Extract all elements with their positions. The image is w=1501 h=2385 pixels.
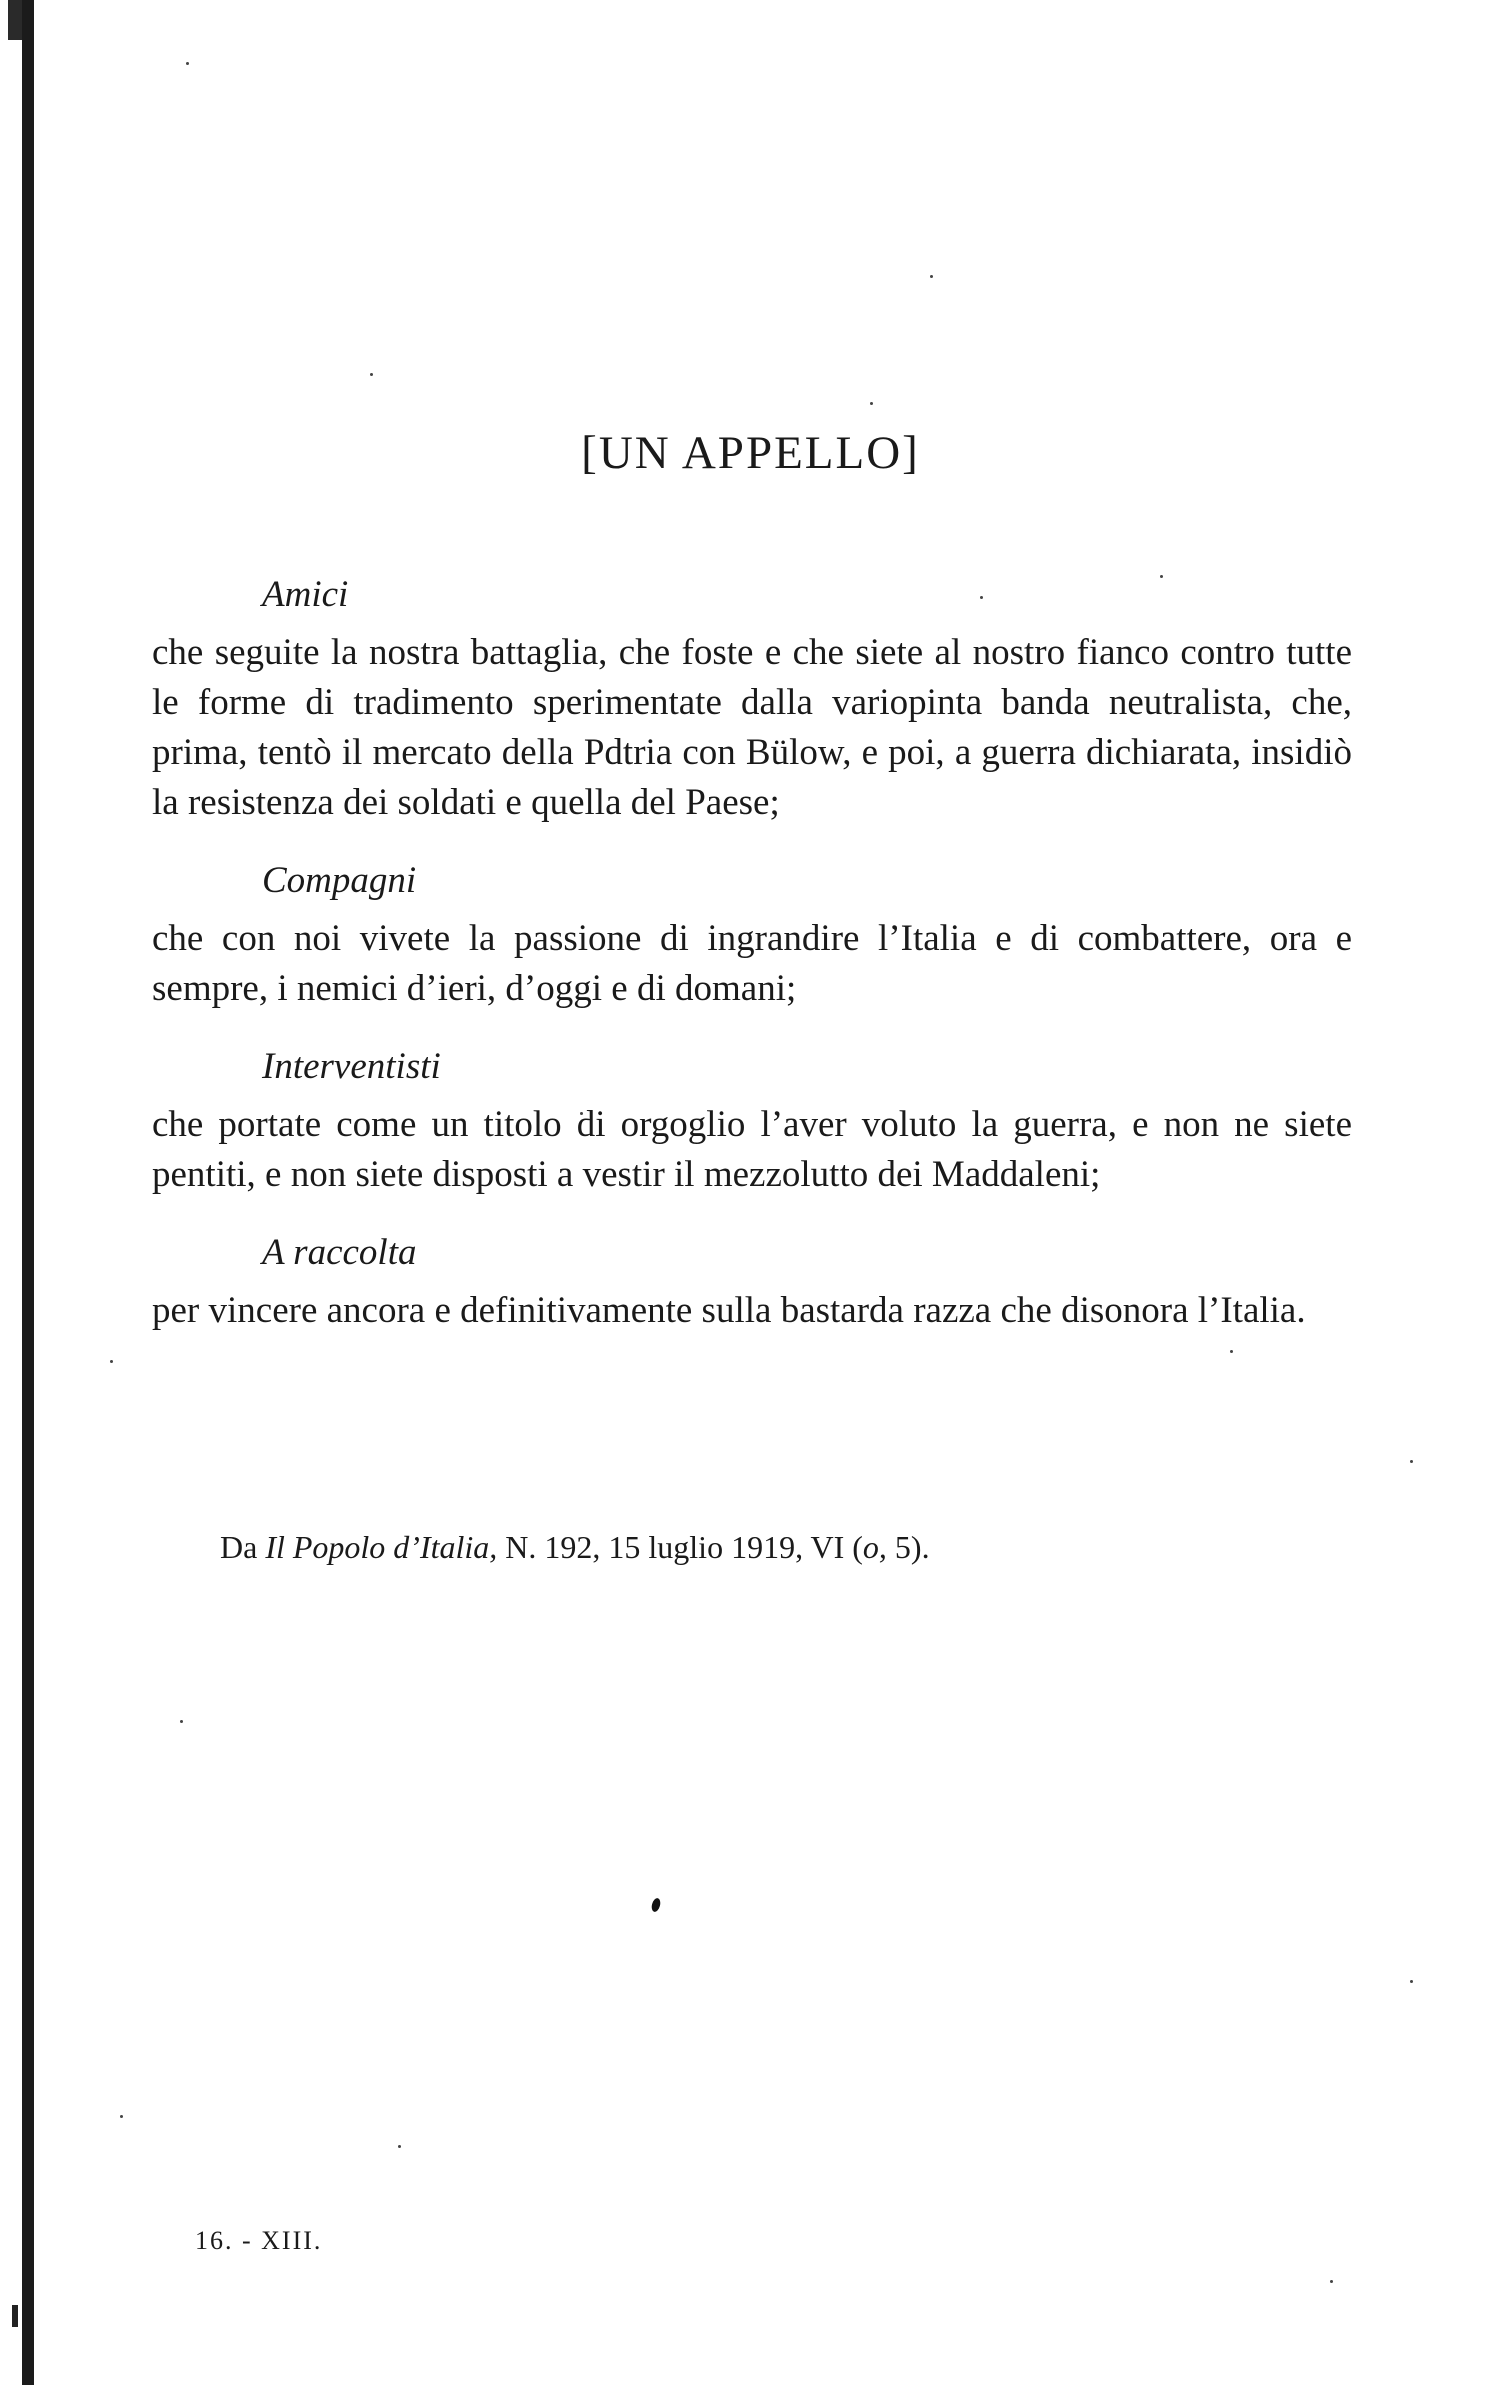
- paragraph-a-raccolta: per vincere ancora e definitivamente sulla bastarda razza che disonora l’Italia.: [152, 1290, 1306, 1331]
- source-ref-italic: o,: [862, 1529, 887, 1565]
- scan-speck: [180, 1720, 183, 1723]
- scan-speck: [870, 402, 873, 405]
- ink-blot: [650, 1897, 661, 1913]
- binding-notch: [8, 0, 22, 40]
- source-prefix: Da: [220, 1529, 258, 1565]
- page-binding-edge: [22, 0, 34, 2385]
- source-citation: [220, 1525, 930, 1569]
- paragraph-interventisti: che portate come un titolo di orgoglio l’aver voluto la guerra, e non ne siete pentiti, e non siete disposti a vestir il mezzolutto dei Maddaleni;: [152, 1104, 1352, 1195]
- salutation-interventisti: Interventisti: [262, 1046, 441, 1087]
- salutation-compagni: Compagni: [262, 860, 417, 901]
- scan-speck: [186, 62, 189, 65]
- scan-speck: [398, 2145, 401, 2148]
- scan-speck: [120, 2115, 123, 2118]
- appeal-body: [152, 570, 1352, 1364]
- scan-speck: [1330, 2280, 1333, 2283]
- salutation-amici: Amici: [262, 574, 349, 615]
- source-ref-tail: 5).: [886, 1529, 930, 1565]
- paragraph-amici: che seguite la nostra battaglia, che foste e che siete al nostro fianco contro tutte le forme di tradimento sperimentate dalla variopinta banda neutralista, che, prima, tentò il mercato della Pdtria con Bülow, e poi, a guerra dichiarata, insidiò la resistenza dei soldati e quella del Paese;: [152, 632, 1352, 823]
- paragraph-compagni: che con noi vivete la passione di ingrandire l’Italia e di combattere, ora e sempre, i nemici d’ieri, d’oggi e di domani;: [152, 918, 1352, 1009]
- scan-speck: [110, 1360, 113, 1363]
- source-details: N. 192, 15 luglio 1919, VI (: [505, 1529, 863, 1565]
- scan-speck: [1410, 1460, 1413, 1463]
- scan-speck: [930, 275, 933, 278]
- source-publication: Il Popolo d’Italia,: [265, 1529, 498, 1565]
- salutation-a-raccolta: A raccolta: [262, 1232, 417, 1273]
- scan-speck: [1410, 1980, 1413, 1983]
- page-title: [UN APPELLO]: [581, 427, 920, 479]
- binding-mark: [12, 2305, 18, 2327]
- page-footer-signature: 16. - XIII.: [195, 2226, 323, 2255]
- scan-speck: [370, 373, 373, 376]
